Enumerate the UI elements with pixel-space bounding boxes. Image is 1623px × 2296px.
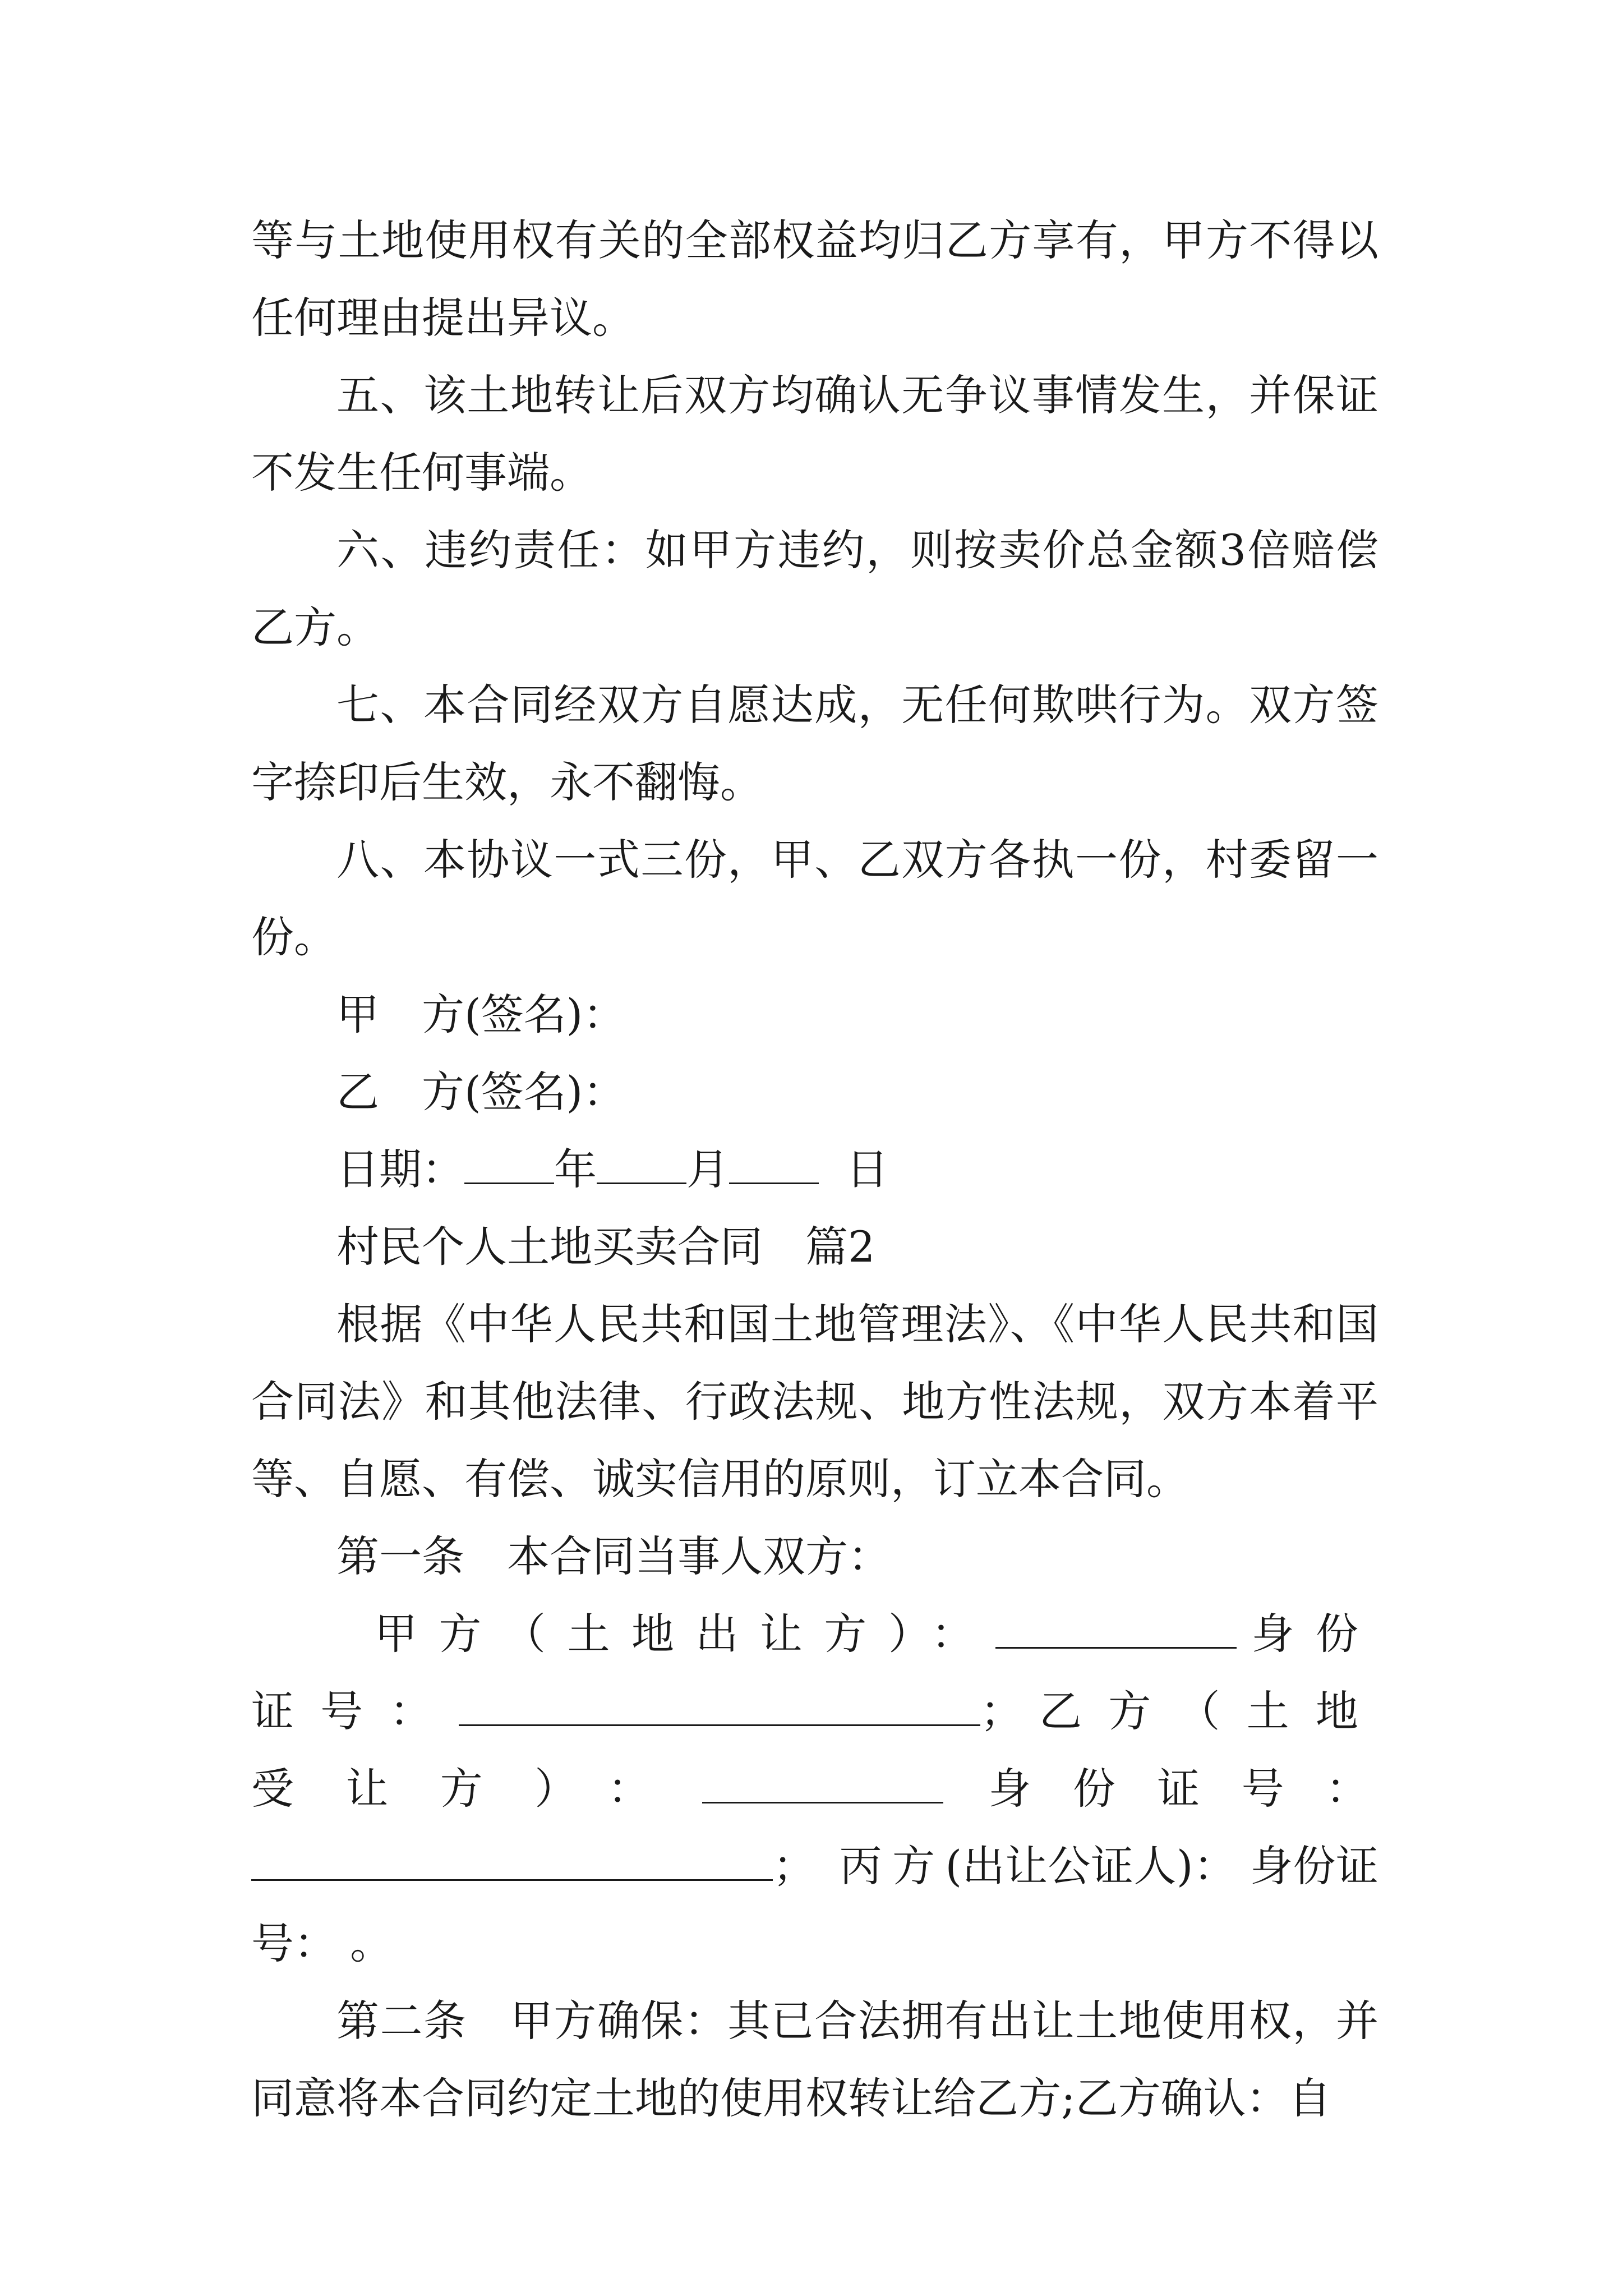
document-page	[251, 202, 1378, 2137]
party-b-signature-line	[251, 1053, 1378, 1131]
year-blank	[464, 1143, 554, 1184]
id-blank-1	[459, 1685, 980, 1726]
id-blank-2	[251, 1840, 773, 1881]
id-label-2: 身份证号：	[988, 1764, 1378, 1814]
month-blank	[597, 1143, 686, 1184]
section-2-title: 村民个人土地买卖合同 篇2	[336, 1222, 875, 1272]
year-label: 年	[554, 1144, 597, 1194]
party-c-role: (出让公证人)：	[945, 1841, 1237, 1891]
parties-paragraph: 甲方（土地出让方）： 身份证号： ；乙方（土地受让方）： 身份证号：； 丙方(出让公证人)： 身份证号： 。	[251, 1609, 1379, 1968]
article-1-title: 第一条 本合同当事人双方：	[336, 1531, 891, 1581]
date-line	[251, 1131, 1378, 1208]
party-a-signature-line	[251, 976, 1378, 1053]
clause-6-breach: 六、违约责任：如甲方违约，则按卖价总金额3倍赔偿乙方。	[251, 525, 1378, 652]
party-b-label: 乙方（土地受让方）：	[251, 1686, 1378, 1814]
date-label: 日期：	[336, 1144, 464, 1194]
clause-8-copies: 八、本协议一式三份，甲、乙双方各执一份，村委留一份。	[251, 835, 1378, 962]
party-a-blank	[995, 1608, 1237, 1649]
id-label-3: 身份证号：	[251, 1841, 1378, 1968]
party-c-label: 丙方	[839, 1841, 946, 1891]
day-label: 日	[846, 1144, 889, 1194]
day-blank	[729, 1143, 819, 1184]
id-label-1: 身份证号：	[251, 1609, 1379, 1736]
month-label: 月	[686, 1144, 729, 1194]
party-b-signature-label: 乙 方(签名)：	[336, 1067, 626, 1117]
clause-7: 七、本合同经双方自愿达成，无任何欺哄行为。双方签字捺印后生效，永不翻悔。	[251, 680, 1378, 807]
clause-5: 五、该土地转让后双方均确认无争议事情发生，并保证不发生任何事端。	[251, 370, 1378, 498]
section-2-intro: 根据《中华人民共和国土地管理法》、《中华人民共和国合同法》和其他法律、行政法规、地方性法规，双方本着平等、自愿、有偿、诚实信用的原则，订立本合同。	[251, 1299, 1378, 1504]
party-a-label: 甲方（土地出让方）：	[375, 1609, 995, 1659]
party-b-blank	[702, 1763, 943, 1803]
closing-period: 。	[350, 1918, 393, 1968]
party-a-signature-label: 甲 方(签名)：	[336, 990, 626, 1039]
paragraph-rights-continuation: 等与土地使用权有关的全部权益均归乙方享有，甲方不得以任何理由提出异议。	[251, 215, 1378, 343]
article-2: 第二条 甲方确保：其已合法拥有出让土地使用权，并同意将本合同约定土地的使用权转让给乙方;乙方确认：自	[251, 1996, 1378, 2123]
